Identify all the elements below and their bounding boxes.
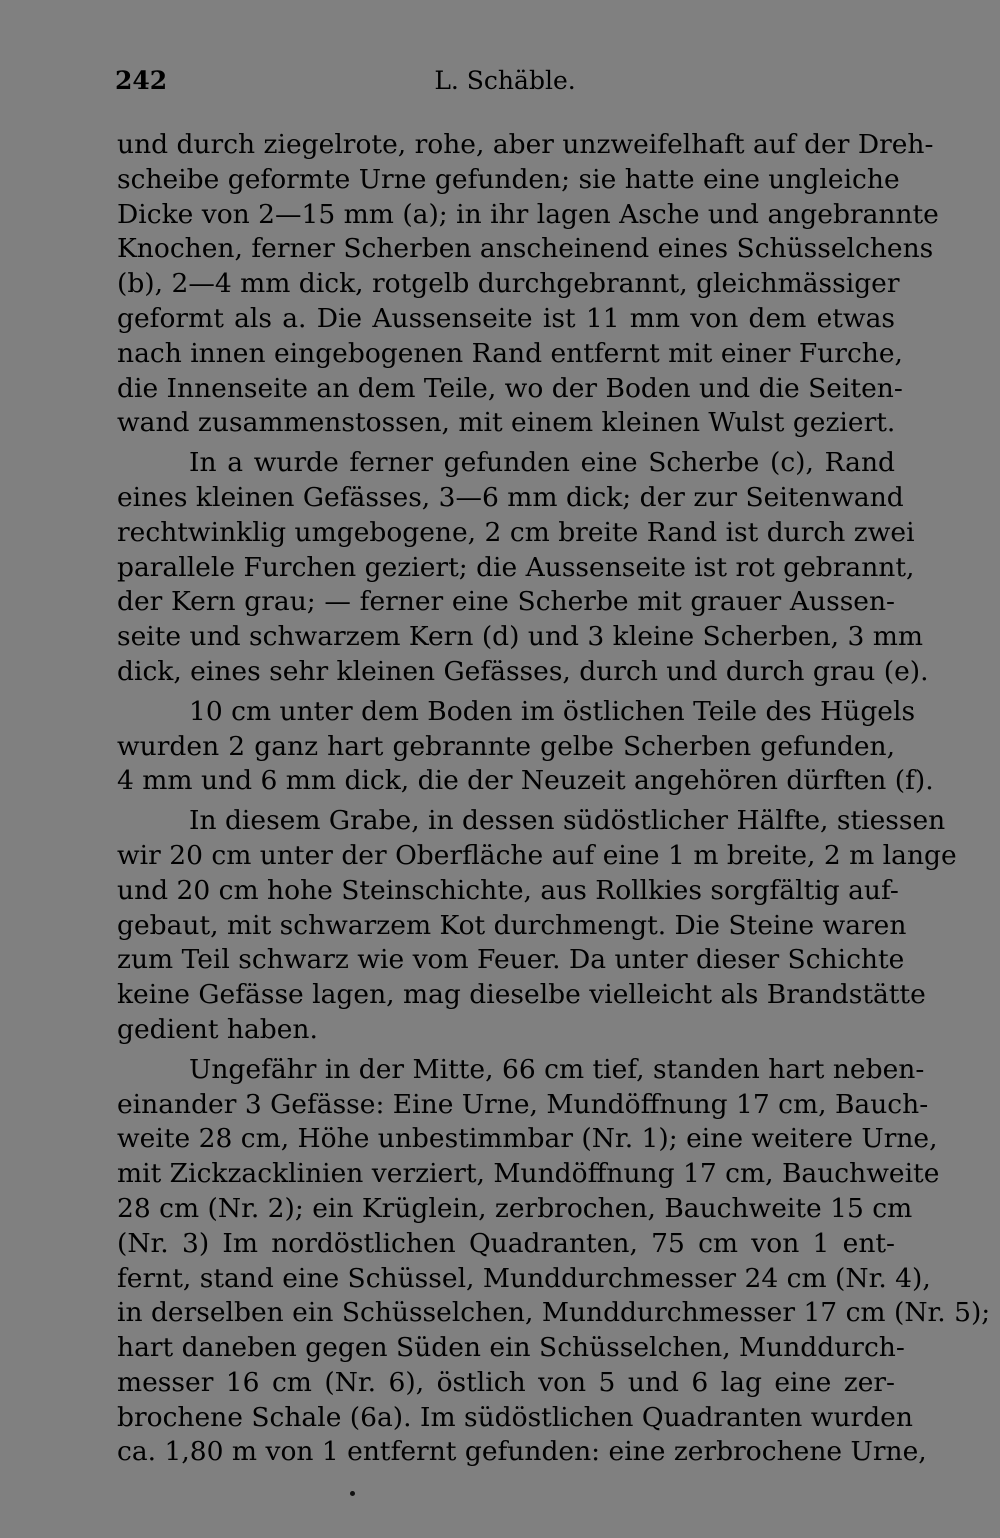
paragraph — [117, 128, 939, 441]
text-line: mit Zickzacklinien verziert, Mundöffnung 17 cm, Bauchweite — [117, 1158, 940, 1190]
text-line: wand zusammenstossen, mit einem kleinen Wulst geziert. — [117, 407, 896, 439]
text-line: ca. 1,80 m von 1 entfernt gefunden: eine zerbrochene Urne, — [117, 1436, 927, 1468]
text-line: parallele Furchen geziert; die Aussenseite ist rot gebrannt, — [117, 551, 915, 583]
text-line: brochene Schale (6a). Im südöstlichen Quadranten wurden — [117, 1401, 913, 1433]
text-line: Ungefähr in der Mitte, 66 cm tief, standen hart neben- — [189, 1053, 925, 1085]
text-line: weite 28 cm, Höhe unbestimmbar (Nr. 1); eine weitere Urne, — [117, 1123, 938, 1155]
text-line: wurden 2 ganz hart gebrannte gelbe Scherben gefunden, — [117, 730, 895, 762]
text-line: In a wurde ferner gefunden eine Scherbe (c), Rand — [189, 447, 895, 479]
paragraph — [117, 1053, 991, 1471]
text-line: 28 cm (Nr. 2); ein Krüglein, zerbrochen, Bauchweite 15 cm — [117, 1192, 913, 1224]
text-line: wir 20 cm unter der Oberfläche auf eine 1 m breite, 2 m lange — [117, 839, 957, 871]
text-line: Knochen, ferner Scherben anscheinend eines Schüsselchens — [117, 233, 934, 265]
text-line: gebaut, mit schwarzem Kot durchmengt. Die Steine waren — [117, 909, 907, 941]
text-line: der Kern grau; — ferner eine Scherbe mit grauer Aussen- — [117, 586, 895, 618]
paragraph — [117, 804, 957, 1048]
text-line: geformt als a. Die Aussenseite ist 11 mm von dem etwas — [117, 302, 895, 334]
text-line: (Nr. 3) Im nordöstlichen Quadranten, 75 cm von 1 ent- — [117, 1227, 895, 1259]
text-line: und 20 cm hohe Steinschichte, aus Rollkies sorgfältig auf- — [117, 874, 899, 906]
text-line: fernt, stand eine Schüssel, Munddurchmesser 24 cm (Nr. 4), — [117, 1262, 931, 1294]
text-line: und durch ziegelrote, rohe, aber unzweifelhaft auf der Dreh- — [117, 129, 934, 160]
text-line: einander 3 Gefässe: Eine Urne, Mundöffnung 17 cm, Bauch- — [117, 1088, 929, 1120]
text-line: eines kleinen Gefässes, 3—6 mm dick; der zur Seitenwand — [117, 481, 904, 513]
paragraph — [117, 446, 929, 690]
text-line: messer 16 cm (Nr. 6), östlich von 5 und 6 lag eine zer- — [117, 1366, 895, 1398]
text-line: zum Teil schwarz wie vom Feuer. Da unter dieser Schichte — [117, 944, 905, 976]
text-line: die Innenseite an dem Teile, wo der Boden und die Seiten- — [117, 372, 903, 404]
text-line: gedient haben. — [117, 1013, 318, 1045]
page-number: 242 — [115, 66, 168, 95]
text-line: hart daneben gegen Süden ein Schüsselchen, Munddurch- — [117, 1332, 905, 1364]
text-line: (b), 2—4 mm dick, rotgelb durchgebrannt, gleichmässiger — [117, 268, 900, 300]
text-line: In diesem Grabe, in dessen südöstlicher Hälfte, stiessen — [189, 805, 946, 837]
text-line: Dicke von 2—15 mm (a); in ihr lagen Asche und angebrannte — [117, 198, 939, 230]
text-line: in derselben ein Schüsselchen, Munddurchmesser 17 cm (Nr. 5); — [117, 1297, 991, 1329]
running-head: L. Schäble. — [434, 66, 576, 95]
text-line: seite und schwarzem Kern (d) und 3 kleine Scherben, 3 mm — [117, 621, 924, 653]
text-line: dick, eines sehr kleinen Gefässes, durch und durch grau (e). — [117, 655, 929, 687]
page-header — [115, 62, 895, 106]
text-line: 4 mm und 6 mm dick, die der Neuzeit angehören dürften (f). — [117, 765, 934, 797]
text-line: 10 cm unter dem Boden im östlichen Teile des Hügels — [189, 695, 916, 727]
text-line: keine Gefässe lagen, mag dieselbe vielleicht als Brandstätte — [117, 979, 926, 1011]
paragraph — [117, 695, 934, 799]
text-line: scheibe geformte Urne gefunden; sie hatte eine ungleiche — [117, 163, 900, 195]
text-line: nach innen eingebogenen Rand entfernt mit einer Furche, — [117, 337, 903, 369]
ink-speck — [350, 1491, 355, 1496]
text-line: rechtwinklig umgebogene, 2 cm breite Rand ist durch zwei — [117, 516, 915, 548]
body-text — [117, 128, 991, 1470]
